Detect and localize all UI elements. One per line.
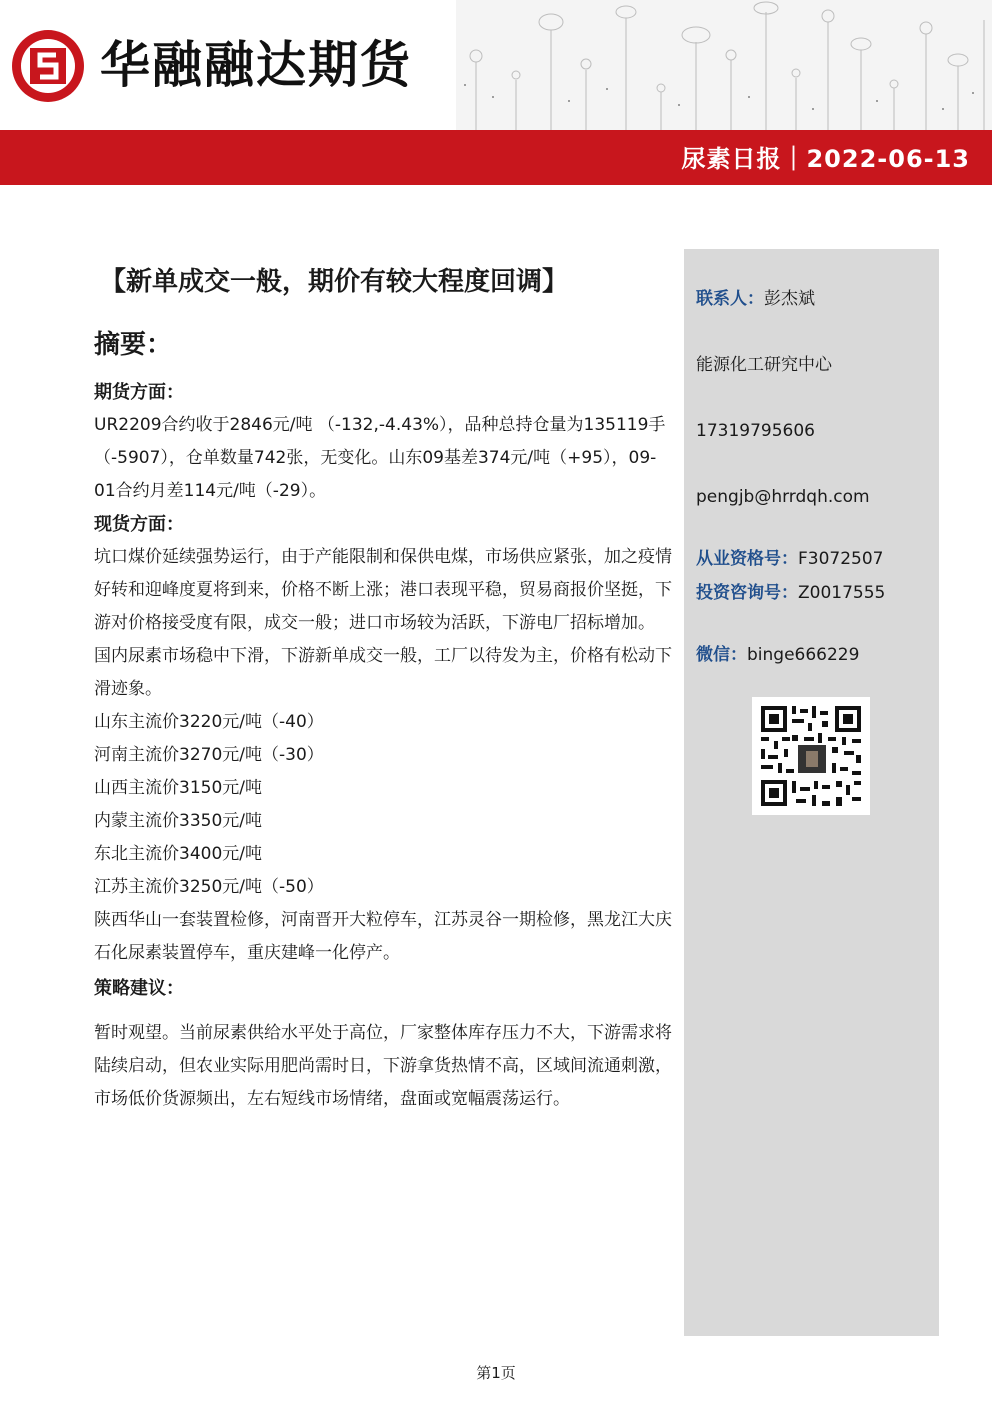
report-header — [0, 0, 992, 185]
qualification-label: 从业资格号： — [696, 549, 798, 569]
qr-code-icon — [752, 697, 870, 815]
spot-paragraph-urea: 国内尿素市场稳中下滑，下游新单成交一般，工厂以待发为主，价格有松动下滑迹象。 — [94, 646, 672, 699]
contact-name: 彭杰斌 — [764, 289, 815, 309]
price-line: 河南主流价3270元/吨（-30） — [94, 745, 324, 765]
summary-title: 摘要： — [94, 330, 173, 360]
spot-paragraph-coal: 坑口煤价延续强势运行，由于产能限制和保供电煤，市场供应紧张，加之疫情好转和迎峰度夏将到来，价格不断上涨；港口表现平稳，贸易商报价坚挺，下游对价格接受度有限，成交一般；进口市场较为活跃，下游电厂招标增加。 — [94, 547, 672, 633]
contact-label: 联系人： — [696, 289, 764, 309]
advisory-row — [696, 581, 885, 605]
futures-paragraph: UR2209合约收于2846元/吨 （-132,-4.43%），品种总持仓量为135119手（-5907），仓单数量742张，无变化。山东09基差374元/吨（+95），09-01合约月差114元/吨（-29）。 — [94, 415, 666, 501]
qualification-row — [696, 547, 884, 571]
wechat-row — [696, 643, 859, 667]
contact-sidebar — [684, 249, 939, 1336]
report-type-date: 尿素日报｜2022-06-13 — [681, 145, 970, 173]
company-name: 华融融达期货 — [100, 36, 412, 94]
spot-heading: 现货方面： — [94, 514, 184, 535]
department-name: 能源化工研究中心 — [696, 355, 832, 375]
advisory-label: 投资咨询号： — [696, 583, 798, 603]
header-decoration — [456, 0, 992, 130]
report-body — [94, 376, 674, 1116]
price-line: 山东主流价3220元/吨（-40） — [94, 712, 324, 732]
report-headline: 【新单成交一般，期价有较大程度回调】 — [100, 267, 569, 297]
contact-row — [696, 287, 815, 311]
qualification-number: F3072507 — [798, 549, 884, 569]
wechat-id: binge666229 — [747, 645, 860, 665]
strategy-paragraph: 暂时观望。当前尿素供给水平处于高位，厂家整体库存压力不大，下游需求将陆续启动，但农业实际用肥尚需时日，下游拿货热情不高，区域间流通刺激，市场低价货源频出，左右短线市场情绪，盘面或宽幅震荡运行。 — [94, 1023, 672, 1109]
price-line: 内蒙主流价3350元/吨 — [94, 811, 262, 831]
page-number: 第1页 — [476, 1364, 516, 1382]
spot-paragraph-plants: 陕西华山一套装置检修，河南晋开大粒停车，江苏灵谷一期检修，黑龙江大庆石化尿素装置停车，重庆建峰一化停产。 — [94, 910, 672, 963]
company-logo-icon — [10, 28, 86, 104]
advisory-number: Z0017555 — [798, 583, 886, 603]
contact-email[interactable]: pengjb@hrrdqh.com — [696, 487, 870, 507]
price-line: 东北主流价3400元/吨 — [94, 844, 262, 864]
strategy-heading: 策略建议： — [94, 978, 184, 999]
futures-heading: 期货方面： — [94, 382, 184, 403]
price-line: 江苏主流价3250元/吨（-50） — [94, 877, 324, 897]
contact-phone: 17319795606 — [696, 421, 815, 441]
wechat-label: 微信： — [696, 645, 747, 665]
price-line: 山西主流价3150元/吨 — [94, 778, 262, 798]
